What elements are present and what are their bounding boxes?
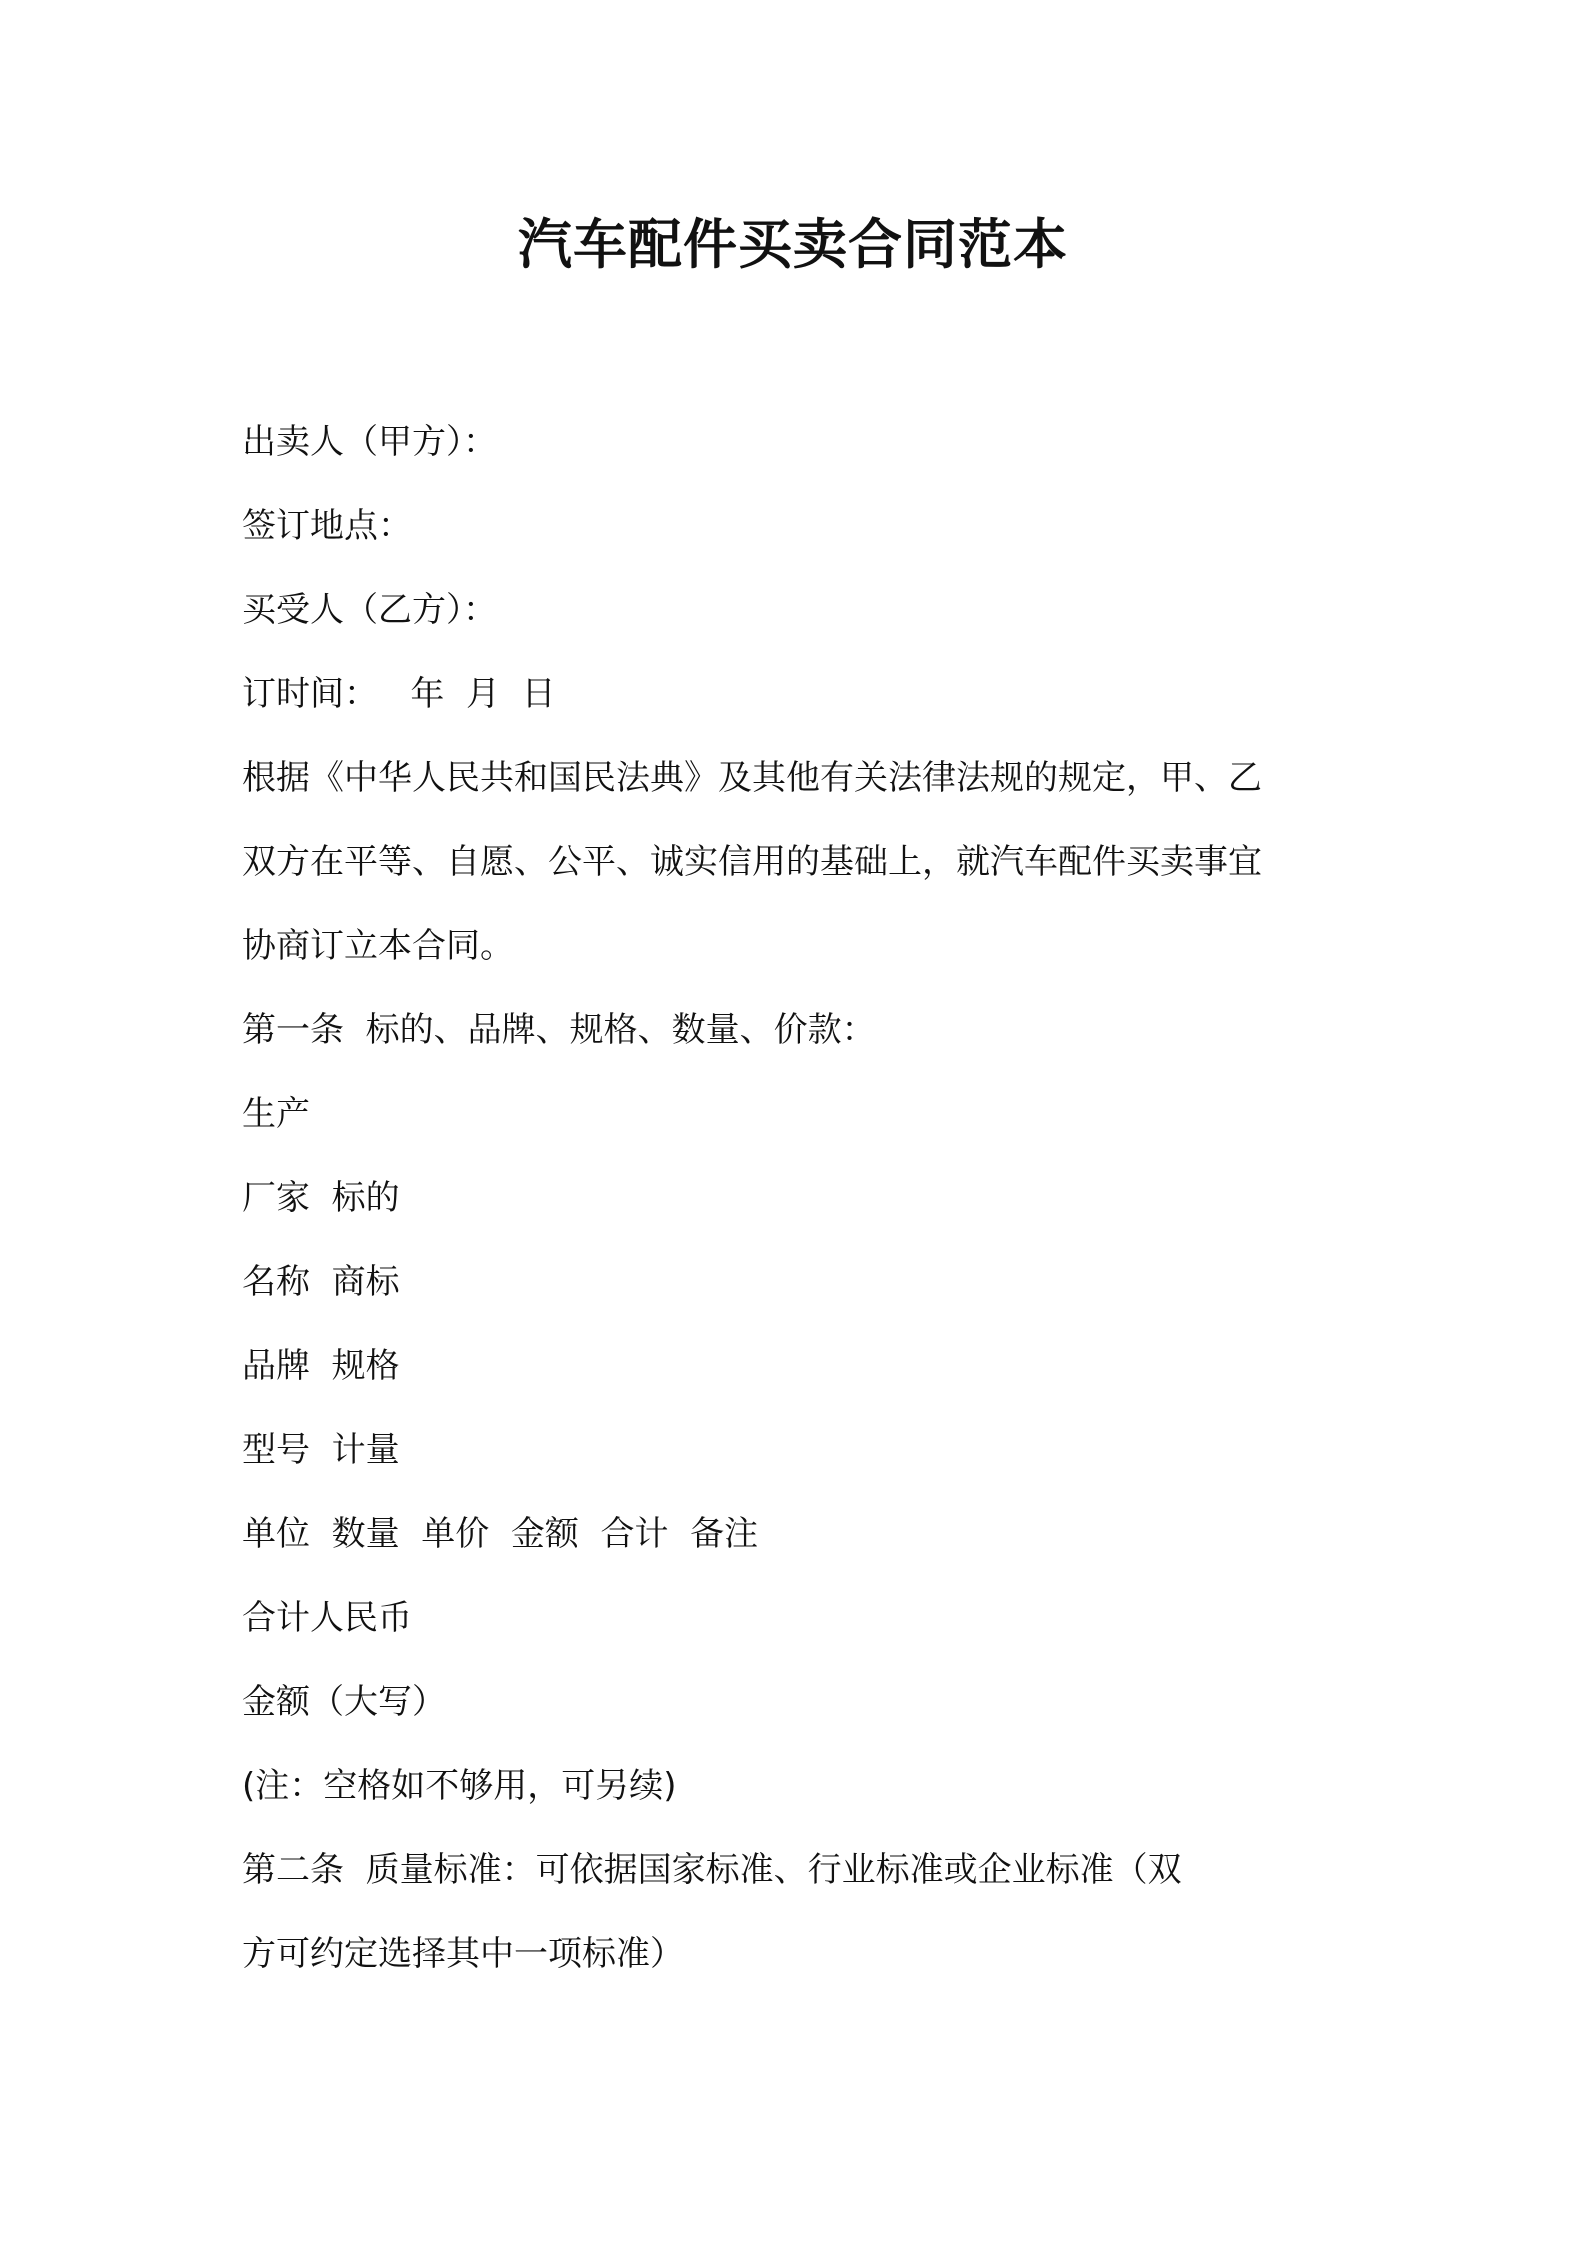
article-2-line-2: 方可约定选择其中一项标准） <box>242 1934 684 1974</box>
article-1-heading: 第一条 标的、品牌、规格、数量、价款： <box>242 1010 876 1050</box>
table-header-line-2: 厂家 标的 <box>242 1178 400 1218</box>
preamble-line-3: 协商订立本合同。 <box>242 926 514 966</box>
document-body <box>242 400 1372 1996</box>
amount-in-words-line: 金额（大写） <box>242 1682 446 1722</box>
table-header-line-5: 型号 计量 <box>242 1430 400 1470</box>
preamble-line-2: 双方在平等、自愿、公平、诚实信用的基础上，就汽车配件买卖事宜 <box>242 842 1262 882</box>
article-2-line-1: 第二条 质量标准：可依据国家标准、行业标准或企业标准（双 <box>242 1850 1182 1890</box>
table-header-line-6: 单位 数量 单价 金额 合计 备注 <box>242 1514 759 1554</box>
document-title: 汽车配件买卖合同范本 <box>518 213 1068 276</box>
table-header-line-3: 名称 商标 <box>242 1262 400 1302</box>
buyer-line: 买受人（乙方）： <box>242 590 497 630</box>
seller-line: 出卖人（甲方）： <box>242 422 497 462</box>
table-header-line-4: 品牌 规格 <box>242 1346 400 1386</box>
note-line: (注：空格如不够用，可另续) <box>242 1766 677 1806</box>
signing-date-line: 订时间： 年 月 日 <box>242 674 556 714</box>
total-rmb-line: 合计人民币 <box>242 1598 412 1638</box>
table-header-line-1: 生产 <box>242 1094 310 1134</box>
preamble-line-1: 根据《中华人民共和国民法典》及其他有关法律法规的规定，甲、乙 <box>242 758 1262 798</box>
signing-place-line: 签订地点： <box>242 506 412 546</box>
